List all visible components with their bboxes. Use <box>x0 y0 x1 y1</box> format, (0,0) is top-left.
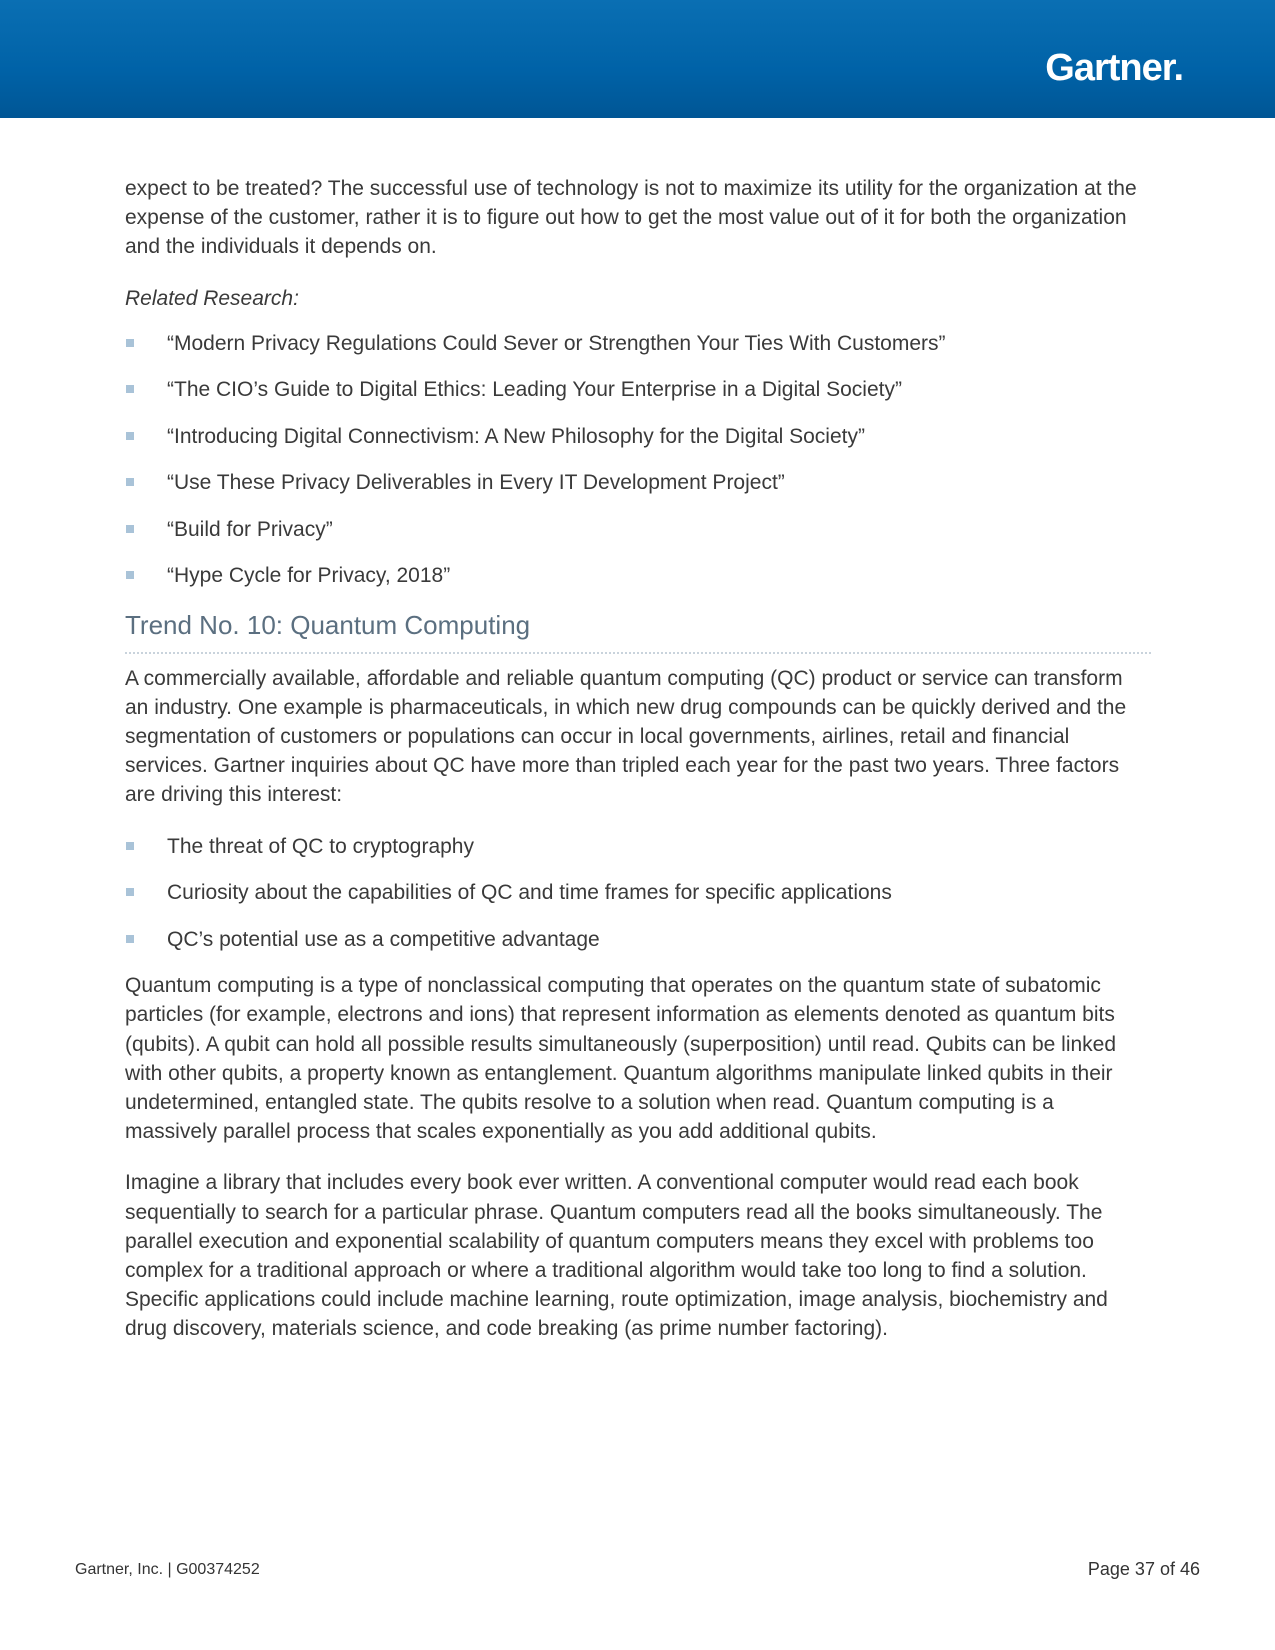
related-research-title: “Introducing Digital Connectivism: A New Philosophy for the Digital Society” <box>167 424 865 448</box>
qc-paragraph-2: Quantum computing is a type of nonclassical computing that operates on the quantum state of subatomic particles (for example, electrons and ions) that represent information as elements denoted as quantum bits (qubits). A qubit can hold all possible results simultaneously (superposition) until read. Qubits can be linked with other qubits, a property known as entanglement. Quantum algorithms manipulate linked qubits in their undetermined, entangled state. The qubits resolve to a solution when read. Quantum computing is a massively parallel process that scales exponentially as you add additional qubits. <box>125 974 1117 1144</box>
bullet-square-icon <box>126 571 134 579</box>
bullet-square-icon <box>126 525 134 533</box>
bullet-square-icon <box>126 385 134 393</box>
related-research-item[interactable] <box>125 515 1151 544</box>
gartner-logo <box>1045 46 1183 90</box>
logo-dot: . <box>1173 47 1183 89</box>
bullet-square-icon <box>126 432 134 440</box>
related-research-item[interactable] <box>125 329 1151 358</box>
related-research-title: “The CIO’s Guide to Digital Ethics: Leading Your Enterprise in a Digital Society” <box>167 378 902 402</box>
section-heading-quantum-computing: Trend No. 10: Quantum Computing <box>125 608 1151 654</box>
factor-text: QC’s potential use as a competitive advantage <box>167 927 600 951</box>
related-research-title: “Hype Cycle for Privacy, 2018” <box>167 564 451 588</box>
bullet-square-icon <box>126 478 134 486</box>
footer-page-number: Page 37 of 46 <box>1087 1559 1200 1579</box>
factor-text: Curiosity about the capabilities of QC and time frames for specific applications <box>167 881 892 905</box>
quantum-section-body <box>125 664 1151 1344</box>
related-research-title: “Use These Privacy Deliverables in Every IT Development Project” <box>167 471 785 495</box>
intro-paragraph: expect to be treated? The successful use of technology is not to maximize its utility for the organization at the expense of the customer, rather it is to figure out how to get the most value out of it for both the organization and the individuals it depends on. <box>125 177 1137 259</box>
qc-paragraph-3: Imagine a library that includes every book ever written. A conventional computer would read each book sequentially to search for a particular phrase. Quantum computers read all the books simultaneously. The parallel execution and exponential scalability of quantum computers means they excel with problems too complex for a traditional approach or where a traditional algorithm would take too long to find a solution. Specific applications could include machine learning, route optimization, image analysis, biochemistry and drug discovery, materials science, and code breaking (as prime number factoring). <box>125 1171 1108 1341</box>
bullet-square-icon <box>126 888 134 896</box>
related-research-label: Related Research: <box>125 286 299 310</box>
bullet-square-icon <box>126 339 134 347</box>
bullet-square-icon <box>126 935 134 943</box>
factor-item <box>125 832 1151 861</box>
factor-text: The threat of QC to cryptography <box>167 834 474 858</box>
related-research-item[interactable] <box>125 468 1151 497</box>
page-content <box>125 174 1151 1366</box>
related-research-item[interactable] <box>125 561 1151 590</box>
footer-doc-id: Gartner, Inc. | G00374252 <box>75 1561 260 1578</box>
related-research-item[interactable] <box>125 422 1151 451</box>
logo-wordmark: Gartner <box>1045 47 1174 89</box>
factor-item <box>125 878 1151 907</box>
factors-list <box>125 832 1151 954</box>
related-research-list <box>125 329 1151 591</box>
related-research-title: “Build for Privacy” <box>167 517 333 541</box>
related-research-title: “Modern Privacy Regulations Could Sever or Strengthen Your Ties With Customers” <box>167 331 946 355</box>
factor-item <box>125 925 1151 954</box>
related-research-item[interactable] <box>125 375 1151 404</box>
bullet-square-icon <box>126 842 134 850</box>
header-band <box>0 0 1275 118</box>
qc-paragraph-1: A commercially available, affordable and reliable quantum computing (QC) product or service can transform an industry. One example is pharmaceuticals, in which new drug compounds can be quickly derived and the segmentation of customers or populations can occur in local governments, airlines, retail and financial services. Gartner inquiries about QC have more than tripled each year for the past two years. Three factors are driving this interest: <box>125 666 1127 807</box>
